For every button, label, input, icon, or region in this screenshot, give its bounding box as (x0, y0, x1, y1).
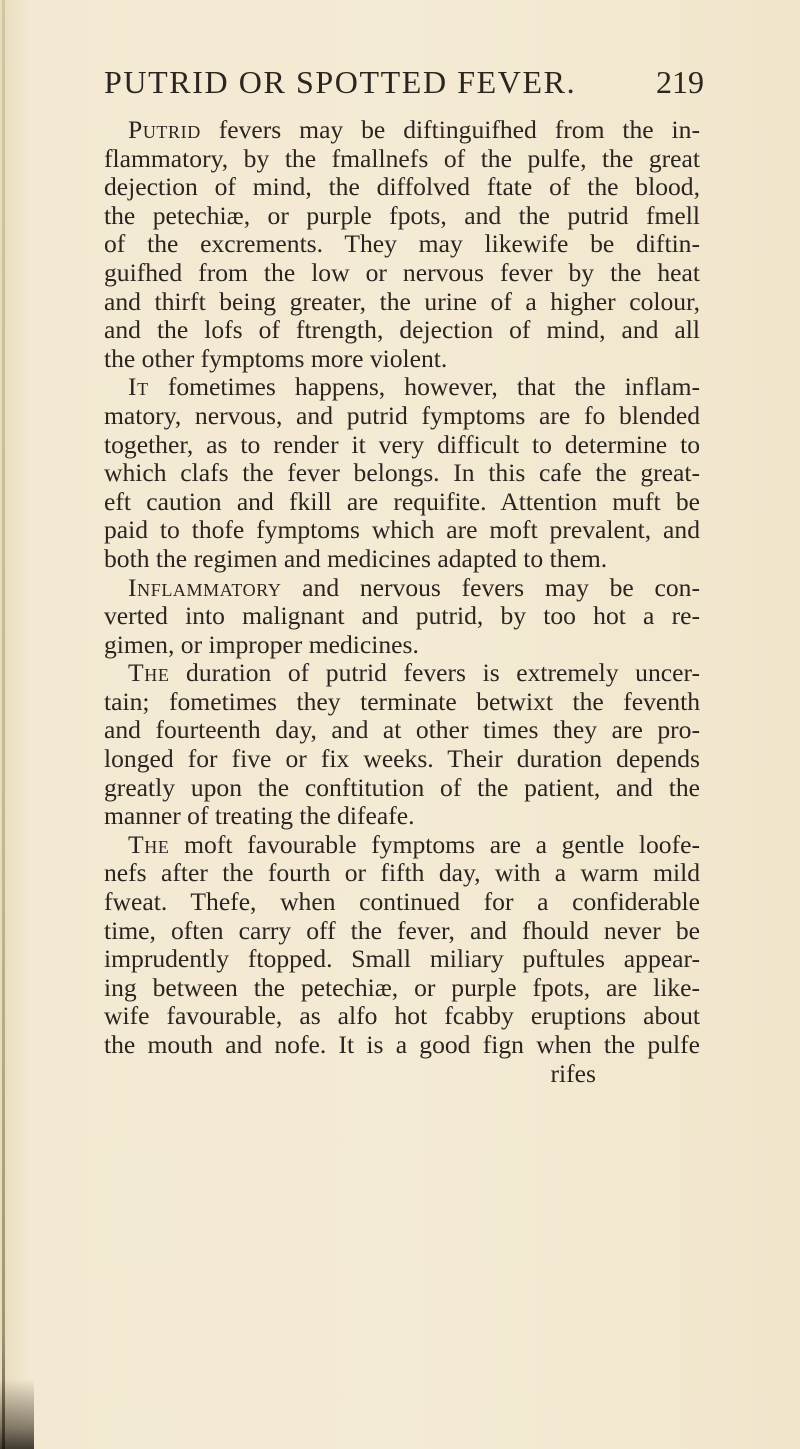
text-line: which clafs the fever belongs. In this cafe the great- (104, 458, 700, 488)
line-text: fevers may be diftinguifhed from the in- (218, 115, 700, 144)
text-line: fweat. Thefe, when continued for a confiderable (104, 887, 700, 917)
text-line (104, 373, 700, 402)
paragraph-opener: The (128, 829, 170, 859)
text-line: wife favourable, as alfo hot fcabby eruptions about (104, 1001, 700, 1031)
line-text: and nervous fevers may be con- (302, 572, 700, 602)
text-line: manner of treating the difeafe. (104, 801, 415, 831)
body-text (104, 116, 700, 1088)
text-line: ing between the petechiæ, or purple fpots, are like- (104, 972, 700, 1002)
text-line: and fourteenth day, and at other times they are pro- (104, 715, 700, 745)
line-text: fometimes happens, however, that the inflam- (167, 372, 700, 402)
page-header (104, 64, 704, 108)
text-line: gimen, or improper medicines. (104, 629, 419, 659)
line-text: moft favourable fymptoms are a gentle loofe- (184, 829, 700, 859)
text-line: matory, nervous, and putrid fymptoms are fo blended (104, 400, 700, 430)
page-number: 219 (656, 64, 704, 100)
running-head: PUTRID OR SPOTTED FEVER. (104, 64, 577, 100)
text-line (104, 574, 700, 603)
text-line: guifhed from the low or nervous fever by the heat (104, 257, 700, 287)
paragraph-opener: Inflammatory (128, 572, 282, 602)
text-line: the mouth and nofe. It is a good fign when the pulfe (104, 1030, 700, 1059)
text-line (104, 116, 700, 145)
text-line: dejection of mind, the diffolved ftate of the blood, (104, 172, 700, 202)
page-gutter-edge (2, 0, 5, 1449)
text-line: longed for five or fix weeks. Their duration depends (104, 744, 700, 774)
text-line: greatly upon the conftitution of the patient, and the (104, 772, 700, 802)
text-line: and the lofs of ftrength, dejection of mind, and all (104, 315, 700, 345)
line-text: duration of putrid fevers is extremely uncer- (186, 658, 700, 688)
text-line: the other fymptoms more violent. (104, 343, 448, 373)
text-line: together, as to render it very difficult to determine to (104, 429, 700, 459)
text-line: the petechiæ, or purple fpots, and the putrid fmell (104, 200, 700, 230)
text-line: paid to thofe fymptoms which are moft prevalent, and (104, 515, 700, 545)
text-line (104, 831, 700, 860)
paragraph-opener: The (128, 658, 170, 688)
text-line: verted into malignant and putrid, by too hot a re- (104, 601, 700, 631)
text-line: nefs after the fourth or fifth day, with a warm mild (104, 858, 700, 888)
text-line: tain; fometimes they terminate betwixt the feventh (104, 686, 700, 716)
text-line: time, often carry off the fever, and fhould never be (104, 915, 700, 945)
text-line (104, 659, 700, 688)
page-corner-shadow (0, 1379, 34, 1449)
paragraph-opener: It (128, 372, 149, 402)
text-line: eft caution and fkill are requifite. Attention muft be (104, 486, 700, 516)
text-line: of the excrements. They may likewife be diftin- (104, 229, 700, 259)
catchword: rifes (550, 1058, 596, 1088)
text-line: imprudently ftopped. Small miliary puftules appear- (104, 944, 700, 974)
text-line: and thirft being greater, the urine of a higher colour, (104, 286, 700, 316)
text-line: both the regimen and medicines adapted to them. (104, 543, 608, 573)
text-line: flammatory, by the fmallnefs of the pulfe, the great (104, 143, 700, 173)
paragraph-opener: Putrid (128, 115, 201, 144)
